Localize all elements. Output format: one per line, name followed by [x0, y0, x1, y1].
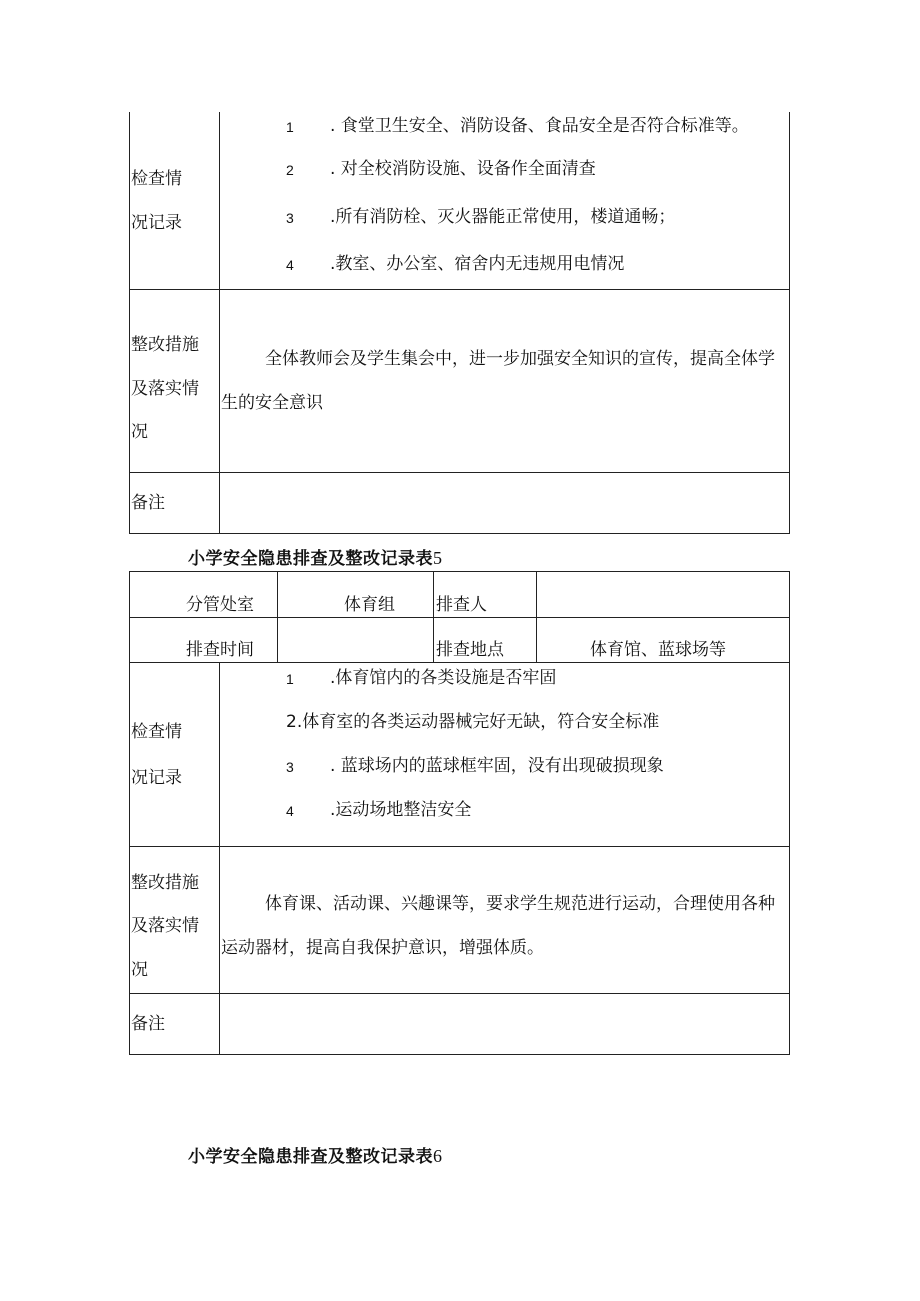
rectify-label-line3: 况	[131, 960, 148, 980]
remarks-label: 备注	[131, 493, 165, 513]
rectify-label-line2: 及落实情	[131, 379, 199, 399]
time-label: 排查时间	[186, 640, 254, 660]
table-border	[129, 571, 130, 1055]
inspection-label-line2: 况记录	[131, 768, 182, 788]
table-border	[129, 662, 790, 663]
inspection-item-text: .所有消防栓、灭火器能正常使用，楼道通畅；	[330, 207, 676, 227]
table-border	[789, 112, 790, 534]
location-label: 排查地点	[436, 640, 504, 660]
table-border	[129, 571, 790, 572]
inspection-item-number: 2	[286, 162, 294, 178]
inspection-item-text: . 对全校消防设施、设备作全面清查	[330, 159, 596, 179]
table-border	[129, 617, 790, 618]
inspection-item-text: . 蓝球场内的蓝球框牢固，没有出现破损现象	[330, 756, 664, 776]
table-title-text: 小学安全隐患排查及整改记录表	[188, 1147, 433, 1167]
inspection-item-number: 3	[286, 210, 294, 226]
rectify-label-line2: 及落实情	[131, 916, 199, 936]
inspection-label-line1: 检查情	[131, 169, 182, 189]
rectify-text: 体育课、活动课、兴趣课等，要求学生规范进行运动，合理使用各种运动器材，提高自我保护意识，增强体质。	[221, 894, 775, 958]
table-border	[433, 571, 434, 663]
table-border	[129, 993, 790, 994]
inspection-item-text: .运动场地整洁安全	[330, 800, 472, 820]
table-border	[789, 571, 790, 1055]
inspection-label-line1: 检查情	[131, 722, 182, 742]
table-border	[219, 662, 220, 1055]
table-border	[129, 1054, 790, 1055]
table-title-number: 6	[433, 1146, 443, 1166]
table-title-number: 5	[433, 548, 443, 568]
location-value: 体育馆、蓝球场等	[590, 640, 726, 660]
inspection-item-number: 3	[286, 759, 294, 775]
table-border	[277, 571, 278, 663]
table-border	[129, 472, 790, 473]
dept-label: 分管处室	[186, 595, 254, 615]
inspection-item-number: 1	[286, 671, 294, 687]
inspection-item-text: . 食堂卫生安全、消防设备、食品安全是否符合标准等。	[330, 116, 749, 136]
dept-value: 体育组	[344, 595, 395, 615]
table-5-title	[188, 547, 443, 570]
rectify-label-line1: 整改措施	[131, 873, 199, 893]
inspection-item-text: .体育馆内的各类设施是否牢固	[330, 668, 557, 688]
remarks-label: 备注	[131, 1014, 165, 1034]
inspection-label-line2: 况记录	[131, 213, 182, 233]
rectify-text: 全体教师会及学生集会中，进一步加强安全知识的宣传，提高全体学生的安全意识	[221, 349, 775, 413]
table-6-title	[188, 1145, 443, 1168]
table-border	[129, 112, 130, 534]
table-border	[219, 112, 220, 534]
table-border	[129, 846, 790, 847]
inspection-item-number: 1	[286, 119, 294, 135]
rectify-label-line1: 整改措施	[131, 335, 199, 355]
inspection-item-number: 4	[286, 803, 294, 819]
rectify-label-line3: 况	[131, 422, 148, 442]
inspection-item-text: 2.体育室的各类运动器械完好无缺，符合安全标准	[286, 712, 660, 732]
table-border	[129, 289, 790, 290]
inspector-label: 排查人	[436, 595, 487, 615]
table-border	[536, 571, 537, 663]
table-title-text: 小学安全隐患排查及整改记录表	[188, 549, 433, 569]
inspection-item-text: .教室、办公室、宿舍内无违规用电情况	[330, 254, 625, 274]
inspection-item-number: 4	[286, 257, 294, 273]
table-border	[129, 533, 790, 534]
